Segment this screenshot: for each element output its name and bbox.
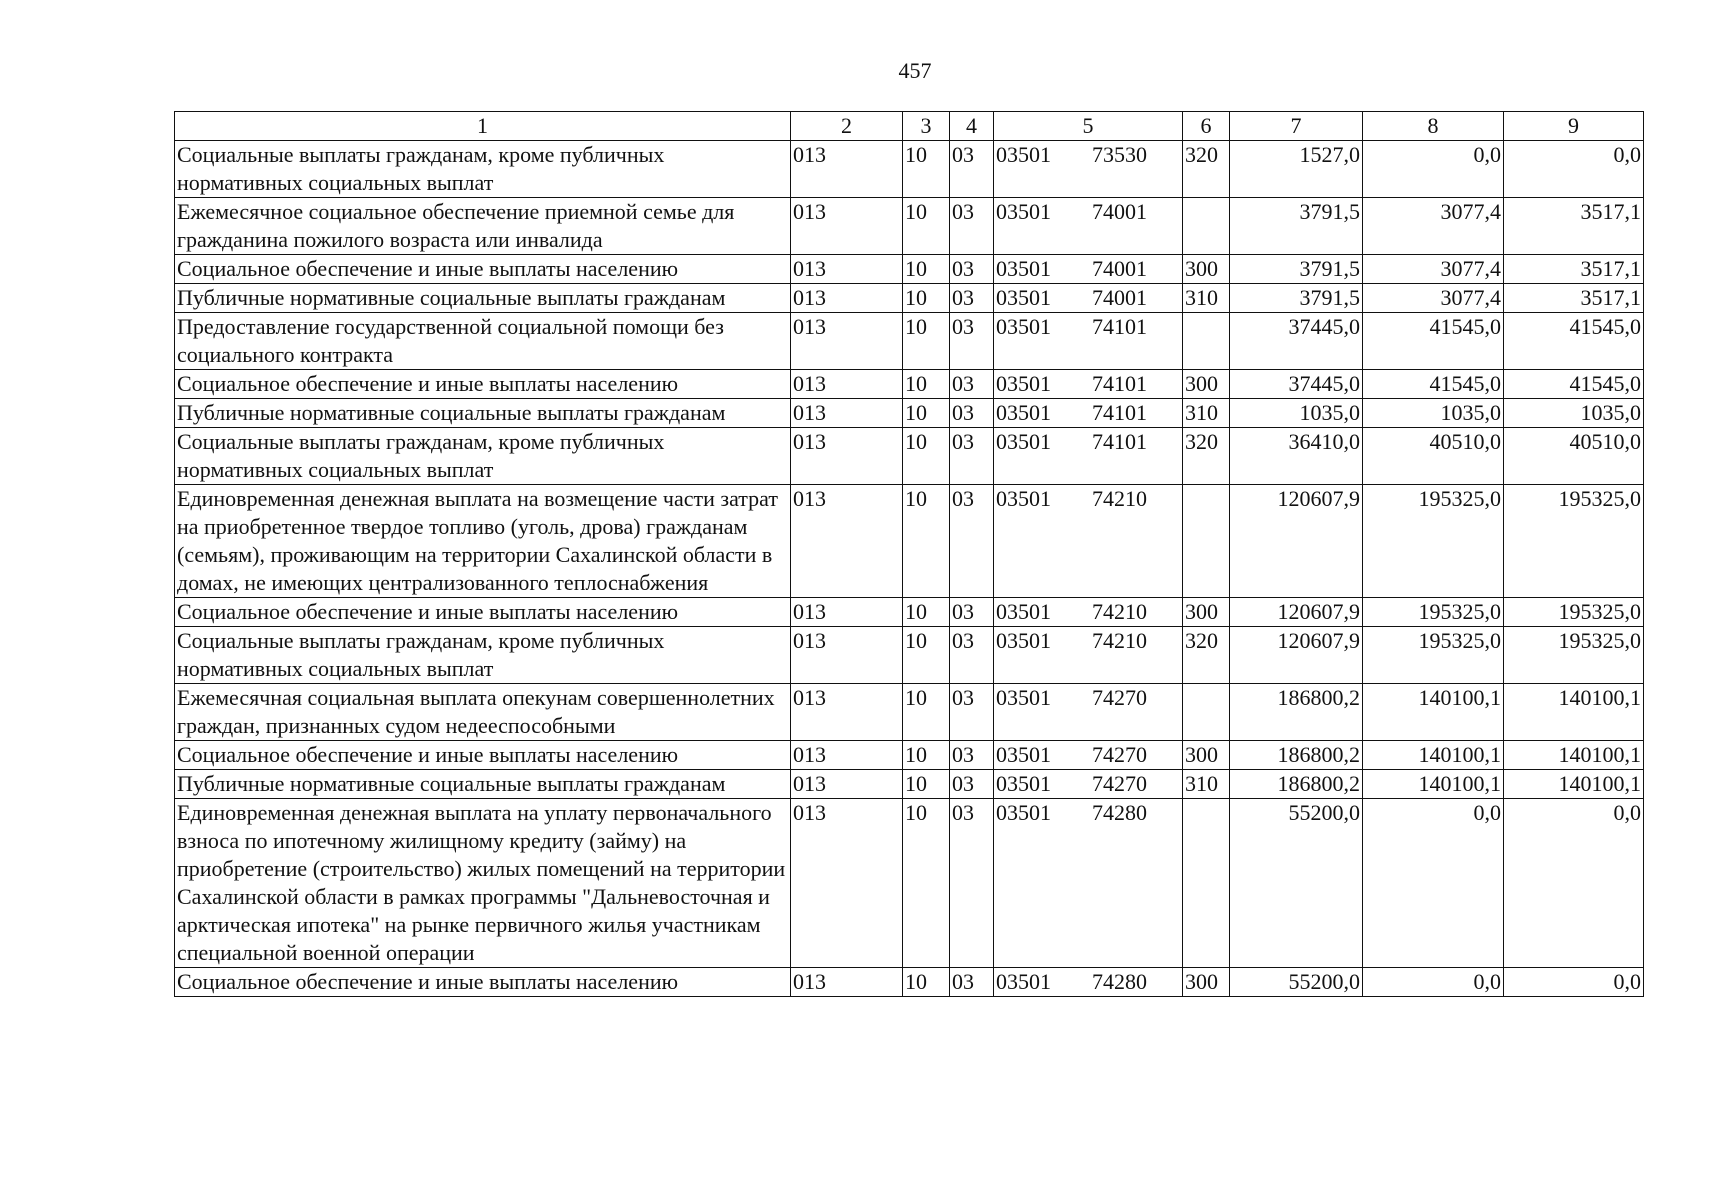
expense-type-cell: 300: [1183, 741, 1230, 770]
subsection-cell: 03: [950, 141, 994, 198]
row-name-cell: Ежемесячная социальная выплата опекунам совершеннолетних граждан, признанных судом недееспособными: [175, 684, 791, 741]
table-row: [175, 313, 1644, 370]
section-cell: 10: [903, 399, 950, 428]
amount-col8-cell: 41545,0: [1363, 370, 1504, 399]
subsection-cell: 03: [950, 770, 994, 799]
table-row: [175, 968, 1644, 997]
column-header: 1: [175, 112, 791, 141]
expense-type-cell: [1183, 485, 1230, 598]
amount-col8-cell: 140100,1: [1363, 741, 1504, 770]
expense-type-cell: [1183, 799, 1230, 968]
section-cell: 10: [903, 968, 950, 997]
target-article-program: 03501: [996, 142, 1051, 167]
header-row: [175, 112, 1644, 141]
grbs-cell: 013: [791, 370, 903, 399]
table-row: [175, 370, 1644, 399]
row-name-cell: Единовременная денежная выплата на уплату первоначального взноса по ипотечному жилищному кредиту (займу) на приобретение (строительство) жилых помещений на территории Сахалинской области в рамках программы "Дальневосточная и арктическая ипотека" на рынке первичного жилья участникам специальной военной операции: [175, 799, 791, 968]
page-number: 457: [898, 58, 932, 83]
row-name-cell: Единовременная денежная выплата на возмещение части затрат на приобретенное твердое топливо (уголь, дрова) гражданам (семьям), проживающим на территории Сахалинской области в домах, не имеющих централизованного теплоснабжения: [175, 485, 791, 598]
row-name-cell: Публичные нормативные социальные выплаты гражданам: [175, 284, 791, 313]
row-name-cell: Ежемесячное социальное обеспечение приемной семье для гражданина пожилого возраста или инвалида: [175, 198, 791, 255]
amount-col9-cell: 140100,1: [1504, 684, 1644, 741]
amount-col8-cell: 3077,4: [1363, 255, 1504, 284]
amount-col7-cell: 1035,0: [1230, 399, 1363, 428]
target-article-program: 03501: [996, 429, 1051, 454]
amount-col9-cell: 3517,1: [1504, 284, 1644, 313]
column-header: 3: [903, 112, 950, 141]
row-name-cell: Социальное обеспечение и иные выплаты населению: [175, 370, 791, 399]
target-article-cell: [994, 399, 1183, 428]
target-article-direction: 74270: [1092, 742, 1147, 767]
target-article-cell: [994, 968, 1183, 997]
target-article-direction: 73530: [1092, 142, 1147, 167]
target-article-direction: 74101: [1092, 400, 1147, 425]
row-name-cell: Предоставление государственной социальной помощи без социального контракта: [175, 313, 791, 370]
amount-col8-cell: 195325,0: [1363, 485, 1504, 598]
table-row: [175, 399, 1644, 428]
subsection-cell: 03: [950, 399, 994, 428]
target-article-program: 03501: [996, 199, 1051, 224]
section-cell: 10: [903, 799, 950, 968]
amount-col7-cell: 37445,0: [1230, 370, 1363, 399]
target-article-cell: [994, 141, 1183, 198]
table-row: [175, 627, 1644, 684]
target-article-program: 03501: [996, 599, 1051, 624]
amount-col8-cell: 0,0: [1363, 141, 1504, 198]
expense-type-cell: 310: [1183, 284, 1230, 313]
table-row: [175, 485, 1644, 598]
subsection-cell: 03: [950, 627, 994, 684]
section-cell: 10: [903, 485, 950, 598]
grbs-cell: 013: [791, 485, 903, 598]
amount-col9-cell: 140100,1: [1504, 741, 1644, 770]
target-article-direction: 74280: [1092, 800, 1147, 825]
subsection-cell: 03: [950, 968, 994, 997]
amount-col9-cell: 0,0: [1504, 141, 1644, 198]
section-cell: 10: [903, 284, 950, 313]
target-article-program: 03501: [996, 742, 1051, 767]
amount-col9-cell: 40510,0: [1504, 428, 1644, 485]
grbs-cell: 013: [791, 627, 903, 684]
target-article-cell: [994, 598, 1183, 627]
target-article-cell: [994, 485, 1183, 598]
target-article-direction: 74101: [1092, 314, 1147, 339]
amount-col9-cell: 195325,0: [1504, 598, 1644, 627]
table-row: [175, 428, 1644, 485]
target-article-cell: [994, 198, 1183, 255]
budget-table: [174, 111, 1644, 997]
column-header: 6: [1183, 112, 1230, 141]
grbs-cell: 013: [791, 741, 903, 770]
table-row: [175, 598, 1644, 627]
target-article-direction: 74210: [1092, 486, 1147, 511]
amount-col9-cell: 41545,0: [1504, 370, 1644, 399]
section-cell: 10: [903, 598, 950, 627]
target-article-direction: 74210: [1092, 599, 1147, 624]
amount-col8-cell: 1035,0: [1363, 399, 1504, 428]
row-name-cell: Социальные выплаты гражданам, кроме публичных нормативных социальных выплат: [175, 627, 791, 684]
column-header: 5: [994, 112, 1183, 141]
target-article-cell: [994, 284, 1183, 313]
grbs-cell: 013: [791, 598, 903, 627]
amount-col9-cell: 0,0: [1504, 968, 1644, 997]
section-cell: 10: [903, 684, 950, 741]
expense-type-cell: [1183, 684, 1230, 741]
table-row: [175, 255, 1644, 284]
column-header: 9: [1504, 112, 1644, 141]
expense-type-cell: 300: [1183, 598, 1230, 627]
grbs-cell: 013: [791, 799, 903, 968]
grbs-cell: 013: [791, 141, 903, 198]
grbs-cell: 013: [791, 684, 903, 741]
amount-col8-cell: 3077,4: [1363, 284, 1504, 313]
amount-col8-cell: 0,0: [1363, 968, 1504, 997]
amount-col9-cell: 0,0: [1504, 799, 1644, 968]
section-cell: 10: [903, 428, 950, 485]
section-cell: 10: [903, 627, 950, 684]
column-header: 2: [791, 112, 903, 141]
target-article-cell: [994, 627, 1183, 684]
amount-col7-cell: 120607,9: [1230, 627, 1363, 684]
amount-col8-cell: 140100,1: [1363, 770, 1504, 799]
amount-col7-cell: 3791,5: [1230, 284, 1363, 313]
table-row: [175, 799, 1644, 968]
amount-col7-cell: 186800,2: [1230, 741, 1363, 770]
section-cell: 10: [903, 255, 950, 284]
target-article-cell: [994, 370, 1183, 399]
grbs-cell: 013: [791, 313, 903, 370]
subsection-cell: 03: [950, 313, 994, 370]
amount-col9-cell: 195325,0: [1504, 627, 1644, 684]
target-article-program: 03501: [996, 285, 1051, 310]
target-article-direction: 74001: [1092, 285, 1147, 310]
expense-type-cell: 320: [1183, 627, 1230, 684]
target-article-program: 03501: [996, 771, 1051, 796]
target-article-cell: [994, 428, 1183, 485]
row-name-cell: Социальное обеспечение и иные выплаты населению: [175, 968, 791, 997]
target-article-direction: 74101: [1092, 429, 1147, 454]
target-article-program: 03501: [996, 685, 1051, 710]
amount-col7-cell: 186800,2: [1230, 684, 1363, 741]
grbs-cell: 013: [791, 198, 903, 255]
expense-type-cell: 310: [1183, 399, 1230, 428]
amount-col8-cell: 140100,1: [1363, 684, 1504, 741]
amount-col7-cell: 3791,5: [1230, 255, 1363, 284]
target-article-direction: 74270: [1092, 771, 1147, 796]
amount-col8-cell: 195325,0: [1363, 627, 1504, 684]
target-article-program: 03501: [996, 371, 1051, 396]
target-article-program: 03501: [996, 628, 1051, 653]
amount-col7-cell: 55200,0: [1230, 799, 1363, 968]
amount-col9-cell: 3517,1: [1504, 198, 1644, 255]
expense-type-cell: 320: [1183, 428, 1230, 485]
section-cell: 10: [903, 770, 950, 799]
table-row: [175, 684, 1644, 741]
expense-type-cell: 300: [1183, 370, 1230, 399]
amount-col7-cell: 120607,9: [1230, 485, 1363, 598]
section-cell: 10: [903, 141, 950, 198]
amount-col8-cell: 41545,0: [1363, 313, 1504, 370]
table-row: [175, 770, 1644, 799]
target-article-cell: [994, 684, 1183, 741]
row-name-cell: Публичные нормативные социальные выплаты гражданам: [175, 770, 791, 799]
target-article-program: 03501: [996, 256, 1051, 281]
target-article-direction: 74001: [1092, 256, 1147, 281]
target-article-cell: [994, 799, 1183, 968]
subsection-cell: 03: [950, 428, 994, 485]
amount-col7-cell: 120607,9: [1230, 598, 1363, 627]
section-cell: 10: [903, 741, 950, 770]
grbs-cell: 013: [791, 968, 903, 997]
column-header: 4: [950, 112, 994, 141]
target-article-cell: [994, 255, 1183, 284]
amount-col7-cell: 3791,5: [1230, 198, 1363, 255]
section-cell: 10: [903, 370, 950, 399]
column-header: 7: [1230, 112, 1363, 141]
grbs-cell: 013: [791, 770, 903, 799]
table-row: [175, 198, 1644, 255]
amount-col9-cell: 195325,0: [1504, 485, 1644, 598]
expense-type-cell: [1183, 198, 1230, 255]
amount-col8-cell: 195325,0: [1363, 598, 1504, 627]
amount-col8-cell: 40510,0: [1363, 428, 1504, 485]
row-name-cell: Социальное обеспечение и иные выплаты населению: [175, 598, 791, 627]
target-article-program: 03501: [996, 800, 1051, 825]
subsection-cell: 03: [950, 684, 994, 741]
target-article-direction: 74210: [1092, 628, 1147, 653]
subsection-cell: 03: [950, 284, 994, 313]
amount-col9-cell: 3517,1: [1504, 255, 1644, 284]
expense-type-cell: 300: [1183, 968, 1230, 997]
amount-col7-cell: 36410,0: [1230, 428, 1363, 485]
row-name-cell: Социальное обеспечение и иные выплаты населению: [175, 255, 791, 284]
target-article-direction: 74270: [1092, 685, 1147, 710]
row-name-cell: Социальное обеспечение и иные выплаты населению: [175, 741, 791, 770]
target-article-program: 03501: [996, 400, 1051, 425]
table-row: [175, 741, 1644, 770]
section-cell: 10: [903, 313, 950, 370]
table-row: [175, 284, 1644, 313]
grbs-cell: 013: [791, 255, 903, 284]
subsection-cell: 03: [950, 370, 994, 399]
section-cell: 10: [903, 198, 950, 255]
amount-col7-cell: 37445,0: [1230, 313, 1363, 370]
target-article-cell: [994, 770, 1183, 799]
amount-col9-cell: 140100,1: [1504, 770, 1644, 799]
amount-col8-cell: 3077,4: [1363, 198, 1504, 255]
row-name-cell: Публичные нормативные социальные выплаты гражданам: [175, 399, 791, 428]
expense-type-cell: 320: [1183, 141, 1230, 198]
target-article-program: 03501: [996, 314, 1051, 339]
amount-col7-cell: 1527,0: [1230, 141, 1363, 198]
target-article-direction: 74280: [1092, 969, 1147, 994]
table-row: [175, 141, 1644, 198]
grbs-cell: 013: [791, 399, 903, 428]
amount-col9-cell: 1035,0: [1504, 399, 1644, 428]
subsection-cell: 03: [950, 741, 994, 770]
target-article-direction: 74001: [1092, 199, 1147, 224]
subsection-cell: 03: [950, 485, 994, 598]
expense-type-cell: [1183, 313, 1230, 370]
column-header: 8: [1363, 112, 1504, 141]
amount-col7-cell: 186800,2: [1230, 770, 1363, 799]
grbs-cell: 013: [791, 284, 903, 313]
grbs-cell: 013: [791, 428, 903, 485]
subsection-cell: 03: [950, 255, 994, 284]
target-article-program: 03501: [996, 486, 1051, 511]
target-article-direction: 74101: [1092, 371, 1147, 396]
expense-type-cell: 310: [1183, 770, 1230, 799]
row-name-cell: Социальные выплаты гражданам, кроме публичных нормативных социальных выплат: [175, 428, 791, 485]
target-article-program: 03501: [996, 969, 1051, 994]
amount-col7-cell: 55200,0: [1230, 968, 1363, 997]
target-article-cell: [994, 741, 1183, 770]
row-name-cell: Социальные выплаты гражданам, кроме публичных нормативных социальных выплат: [175, 141, 791, 198]
amount-col9-cell: 41545,0: [1504, 313, 1644, 370]
expense-type-cell: 300: [1183, 255, 1230, 284]
table-body: [175, 141, 1644, 997]
subsection-cell: 03: [950, 598, 994, 627]
subsection-cell: 03: [950, 198, 994, 255]
subsection-cell: 03: [950, 799, 994, 968]
amount-col8-cell: 0,0: [1363, 799, 1504, 968]
target-article-cell: [994, 313, 1183, 370]
